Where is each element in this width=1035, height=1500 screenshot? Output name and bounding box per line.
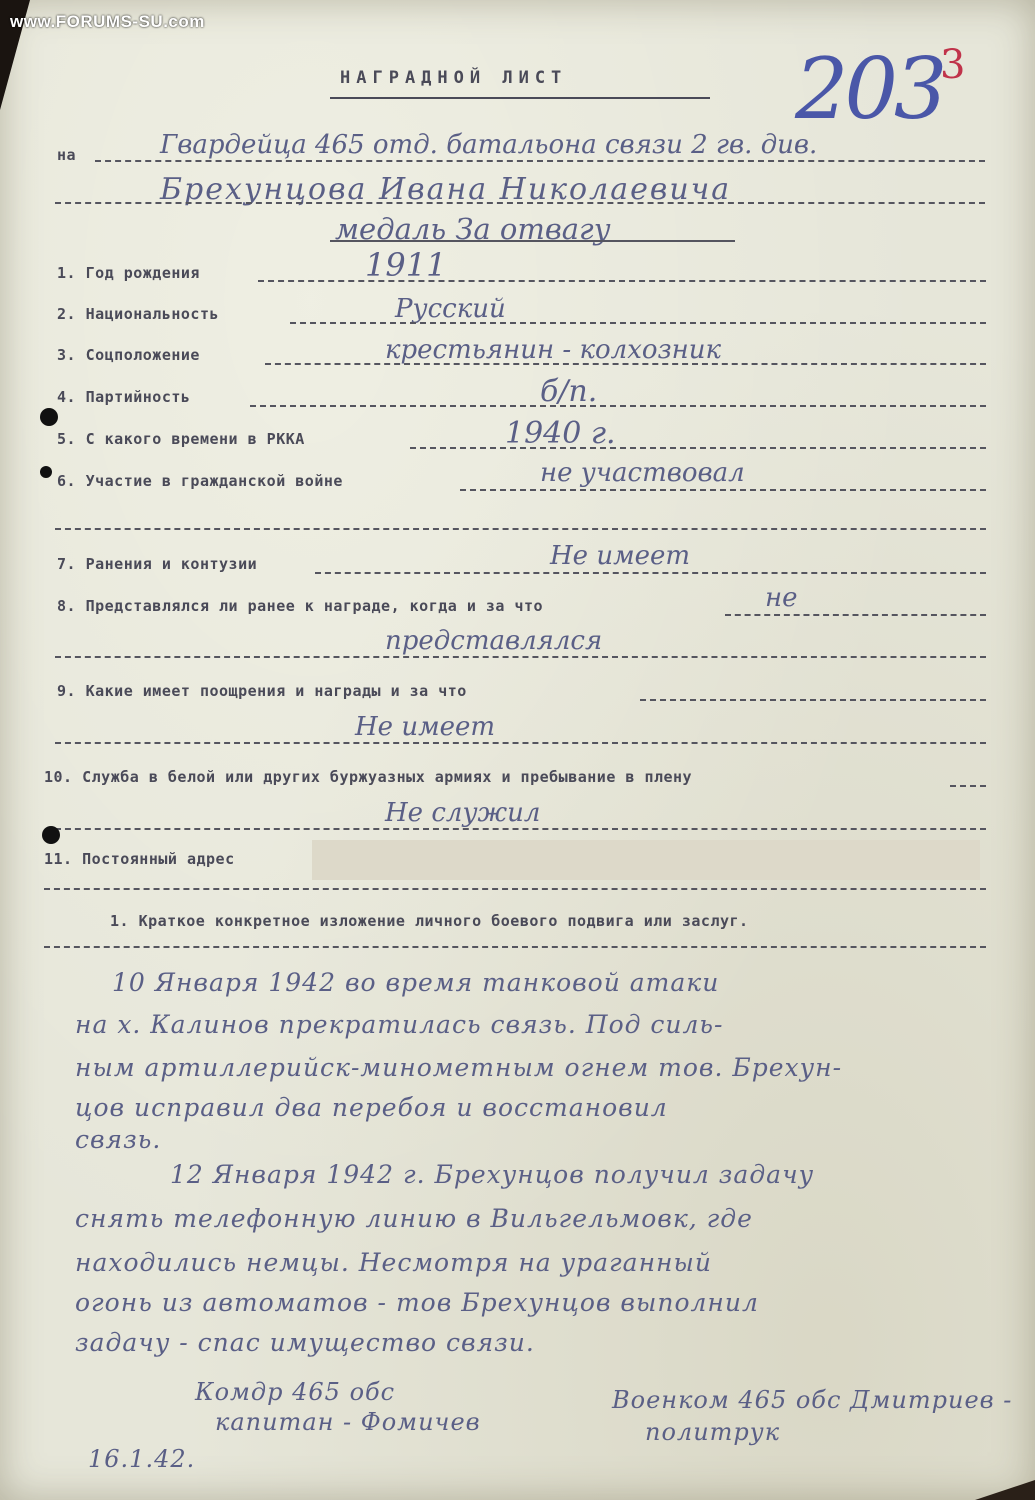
rule <box>44 888 986 890</box>
rule <box>55 742 986 744</box>
field-label: 3. Соцположение <box>57 346 200 364</box>
torn-corner-bottom <box>975 1480 1035 1500</box>
punch-hole <box>40 408 58 426</box>
commissar-signature: Военком 465 обс Дмитриев - <box>612 1386 1013 1414</box>
field-value: не <box>765 583 798 613</box>
narrative-line: связь. <box>75 1125 162 1154</box>
punch-hole <box>40 466 52 478</box>
field-label: 4. Партийность <box>57 388 191 406</box>
field-value: Не имеет <box>355 712 496 742</box>
field-value: Русский <box>395 294 506 324</box>
record-number-superscript: 3 <box>940 42 966 88</box>
field-value: крестьянин - колхозник <box>385 335 722 365</box>
rule <box>44 946 986 948</box>
rule <box>55 528 986 530</box>
rule <box>265 363 986 365</box>
rule <box>410 447 986 449</box>
narrative-line: ным артиллерийск-минометным огнем тов. Брехун- <box>75 1053 843 1082</box>
rule <box>250 405 986 407</box>
record-number: 203 <box>795 40 944 138</box>
field-label: 9. Какие имеет поощрения и награды и за что <box>57 682 467 700</box>
field-value: б/п. <box>540 374 598 409</box>
field-label: 2. Национальность <box>57 305 220 323</box>
field-label: 10. Служба в белой или других буржуазных армиях и пребывание в плену <box>44 768 693 786</box>
rule <box>640 699 986 701</box>
commissar-rank: политрук <box>645 1418 781 1446</box>
document-title: НАГРАДНОЙ ЛИСТ <box>340 68 568 88</box>
punch-hole <box>42 826 60 844</box>
rule <box>55 202 985 204</box>
field-label: 1. Год рождения <box>57 264 200 282</box>
rule <box>950 785 986 787</box>
signature-date: 16.1.42. <box>88 1445 196 1473</box>
narrative-line: снять телефонную линию в Вильгельмовк, где <box>75 1204 753 1233</box>
narrative-line: 10 Января 1942 во время танковой атаки <box>112 968 720 997</box>
field-value: Не имеет <box>550 541 691 571</box>
narrative-line: 12 Января 1942 г. Брехунцов получил задачу <box>170 1160 815 1189</box>
header-no-label: на <box>57 146 77 164</box>
narrative-line: находились немцы. Несмотря на ураганный <box>75 1248 712 1277</box>
rule <box>725 614 986 616</box>
rule <box>55 828 986 830</box>
redacted-address <box>312 840 980 880</box>
rule <box>290 322 986 324</box>
header-award: медаль За отвагу <box>335 212 611 246</box>
site-watermark: www.FORUMS-SU.com <box>10 12 205 31</box>
narrative-line: на х. Калинов прекратилась связь. Под силь- <box>75 1010 724 1039</box>
field-value-continued: представлялся <box>385 626 603 656</box>
field-value: 1911 <box>365 246 447 284</box>
header-unit: Гвардейца 465 отд. батальона связи 2 гв. див. <box>160 130 818 160</box>
rule <box>315 572 986 574</box>
commander-rank: капитан - Фомичев <box>215 1408 481 1436</box>
section-heading: 1. Краткое конкретное изложение личного боевого подвига или заслуг. <box>110 912 749 930</box>
rule <box>258 280 986 282</box>
field-value: 1940 г. <box>505 416 616 451</box>
field-label: 5. С какого времени в РККА <box>57 430 305 448</box>
rule <box>330 240 735 242</box>
field-label: 8. Представлялся ли ранее к награде, когда и за что <box>57 597 544 615</box>
field-value: не участвовал <box>540 458 745 488</box>
field-label: 11. Постоянный адрес <box>44 850 235 868</box>
field-value: Не служил <box>385 798 541 828</box>
narrative-line: задачу - спас имущество связи. <box>75 1328 535 1357</box>
rule <box>95 160 985 162</box>
title-underline <box>330 97 710 99</box>
header-name: Брехунцова Ивана Николаевича <box>160 172 732 207</box>
field-label: 7. Ранения и контузии <box>57 555 258 573</box>
commander-signature: Комдр 465 обс <box>195 1378 396 1406</box>
rule <box>460 489 986 491</box>
narrative-line: цов исправил два перебоя и восстановил <box>75 1093 668 1122</box>
rule <box>55 656 986 658</box>
narrative-line: огонь из автоматов - тов Брехунцов выполнил <box>75 1288 759 1317</box>
field-label: 6. Участие в гражданской войне <box>57 472 343 490</box>
